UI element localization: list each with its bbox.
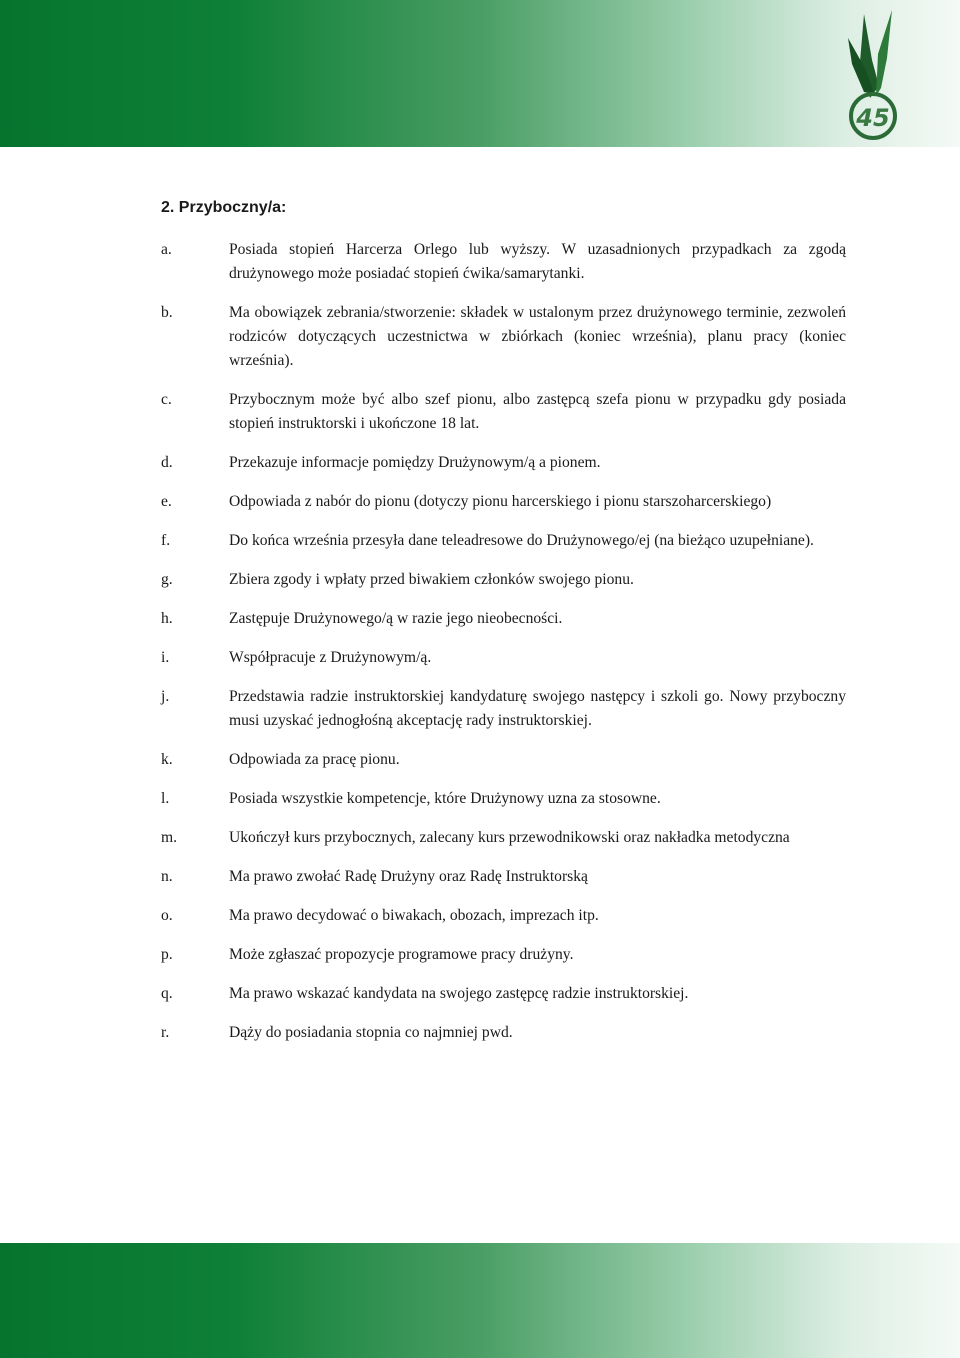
- document-body: [161, 196, 846, 1060]
- list-item: [161, 607, 846, 631]
- item-text: Przekazuje informacje pomiędzy Drużynowym/ą a pionem.: [229, 454, 601, 471]
- header-band: [0, 0, 960, 147]
- list-item: [161, 748, 846, 772]
- item-text: Posiada stopień Harcerza Orlego lub wyższy. W uzasadnionych przypadkach za zgodą drużynowego może posiadać stopień ćwika/samarytanki.: [229, 241, 846, 282]
- item-text: Przybocznym może być albo szef pionu, albo zastępcą szefa pionu w przypadku gdy posiada stopień instruktorski i ukończone 18 lat.: [229, 391, 846, 432]
- list-item: [161, 943, 846, 967]
- item-letter: m.: [161, 829, 178, 846]
- item-letter: j.: [161, 688, 170, 705]
- item-letter: g.: [161, 571, 173, 588]
- item-text: Odpowiada z nabór do pionu (dotyczy pionu harcerskiego i pionu starszoharcerskiego): [229, 493, 772, 510]
- item-letter: p.: [161, 946, 173, 963]
- list-item: [161, 982, 846, 1006]
- item-text: Ma prawo zwołać Radę Drużyny oraz Radę Instruktorską: [229, 868, 588, 885]
- list-item: [161, 238, 846, 286]
- item-text: Może zgłaszać propozycje programowe pracy drużyny.: [229, 946, 574, 963]
- list-item: [161, 301, 846, 373]
- list-item: [161, 865, 846, 889]
- item-letter: n.: [161, 868, 173, 885]
- list-item: [161, 826, 846, 850]
- item-letter: b.: [161, 304, 173, 321]
- list-item: [161, 787, 846, 811]
- item-letter: a.: [161, 241, 172, 258]
- item-letter: l.: [161, 790, 170, 807]
- item-text: Do końca września przesyła dane teleadresowe do Drużynowego/ej (na bieżąco uzupełniane).: [229, 532, 814, 549]
- item-letter: r.: [161, 1024, 170, 1041]
- item-text: Ma prawo decydować o biwakach, obozach, imprezach itp.: [229, 907, 599, 924]
- item-text: Przedstawia radzie instruktorskiej kandydaturę swojego następcy i szkoli go. Nowy przyboczny musi uzyskać jednogłośną akceptację rady instruktorskiej.: [229, 688, 846, 729]
- list-item: [161, 388, 846, 436]
- list-item: [161, 568, 846, 592]
- item-text: Zbiera zgody i wpłaty przed biwakiem członków swojego pionu.: [229, 571, 634, 588]
- item-text: Posiada wszystkie kompetencje, które Drużynowy uzna za stosowne.: [229, 790, 661, 807]
- team-logo: [838, 8, 908, 140]
- item-text: Zastępuje Drużynowego/ą w razie jego nieobecności.: [229, 610, 563, 627]
- list-item: [161, 646, 846, 670]
- item-text: Ukończył kurs przybocznych, zalecany kurs przewodnikowski oraz nakładka metodyczna: [229, 829, 790, 846]
- footer-band: [0, 1243, 960, 1358]
- item-text: Dąży do posiadania stopnia co najmniej pwd.: [229, 1024, 513, 1041]
- list-item: [161, 529, 846, 553]
- list-item: [161, 1021, 846, 1045]
- list-item: [161, 685, 846, 733]
- item-letter: f.: [161, 532, 171, 549]
- item-letter: h.: [161, 610, 173, 627]
- item-text: Odpowiada za pracę pionu.: [229, 751, 400, 768]
- list-item: [161, 451, 846, 475]
- item-letter: d.: [161, 454, 173, 471]
- duties-list: [161, 238, 846, 1045]
- item-letter: q.: [161, 985, 173, 1002]
- item-letter: k.: [161, 751, 173, 768]
- logo-number: 45: [856, 104, 890, 132]
- item-text: Ma obowiązek zebrania/stworzenie: składek w ustalonym przez drużynowego terminie, zezwoleń rodziców dotyczących uczestnictwa w zbiórkach (koniec września), planu pracy (koniec września).: [229, 304, 846, 369]
- item-letter: o.: [161, 907, 173, 924]
- item-letter: e.: [161, 493, 172, 510]
- list-item: [161, 490, 846, 514]
- item-letter: c.: [161, 391, 172, 408]
- list-item: [161, 904, 846, 928]
- item-text: Współpracuje z Drużynowym/ą.: [229, 649, 432, 666]
- section-title: 2. Przyboczny/a:: [161, 199, 287, 216]
- item-letter: i.: [161, 649, 170, 666]
- item-text: Ma prawo wskazać kandydata na swojego zastępcę radzie instruktorskiej.: [229, 985, 689, 1002]
